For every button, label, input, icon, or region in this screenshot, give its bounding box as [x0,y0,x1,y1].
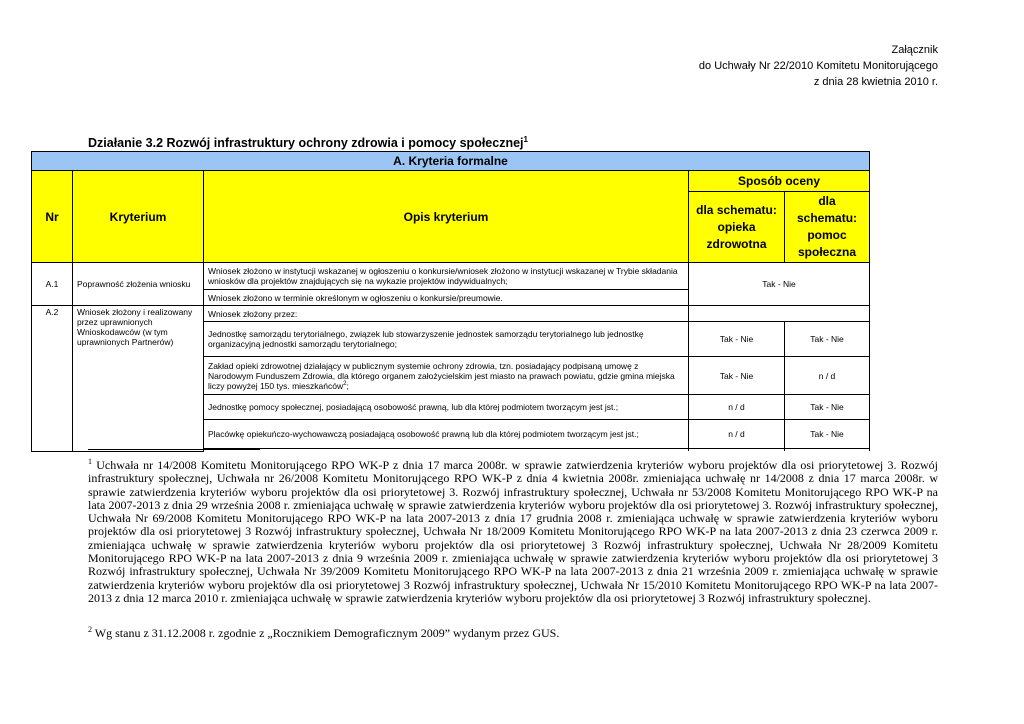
annex-header [699,42,938,90]
row-a1-opis-1: Wniosek złożono w instytucji wskazanej w ogłoszeniu o konkursie/wniosek złożono w instytucji wskazanej w Trybie składania wniosków dla projektów znajdujących się na wykazie projektów indywidualnych; [204,263,689,290]
criteria-table [31,151,870,452]
header-kryterium: Kryterium [73,171,204,263]
row-a1-kryterium: Poprawność złożenia wniosku [73,263,204,306]
table-row [32,263,870,290]
row-a2-kryterium: Wniosek złożony i realizowany przez uprawnionych Wnioskodawców (w tym uprawnionych Partnerów) [73,306,204,452]
annex-label: Załącznik [891,44,938,56]
footnote-ref-1[interactable]: 1 [523,135,528,144]
row-a1-opis-2: Wniosek złożono w terminie określonym w ogłoszeniu o konkursie/preumowie. [204,290,689,306]
section-title-text: Działanie 3.2 Rozwój infrastruktury ochrony zdrowia i pomocy społecznej [88,136,524,151]
section-title [88,135,528,150]
footnote-2 [88,623,938,640]
row-a2-opieka-4: n / d [689,420,785,449]
row-a2-nr: A.2 [32,306,73,452]
footnote-2-mark: 2 [88,625,92,634]
header-schemat-pomoc: dla schematu: pomoc społeczna [785,192,870,263]
row-a2-opis-2-text: Zakład opieki zdrowotnej działający w publicznym systemie ochrony zdrowia, tzn. posiadający podpisaną umowę z Narodowym Funduszem Zdrowia, dla którego organem założycielskim jest miasto na prawach powiatu, gdzie gmina miejska liczy powyżej 150 tys. mieszkańców [208,360,675,391]
header-nr: Nr [32,171,73,263]
row-a2-opis-2-tail: ; [346,380,349,391]
footnote-separator [88,449,260,450]
footnote-2-text: Wg stanu z 31.12.2008 r. zgodnie z „Rocznikiem Demograficznym 2009” wydanym przez GUS. [94,626,560,640]
row-a2-opis-3: Jednostkę pomocy społecznej, posiadającą osobowość prawną, lub dla której podmiotem tworzącym jest jst.; [204,395,689,420]
row-a1-ocena: Tak - Nie [689,263,870,306]
header-schemat-opieka: dla schematu: opieka zdrowotna [689,192,785,263]
table-banner: A. Kryteria formalne [32,152,870,171]
header-opis: Opis kryterium [204,171,689,263]
footnote-1-mark: 1 [88,457,92,466]
row-a2-opieka-2: Tak - Nie [689,357,785,395]
footnote-ref-2[interactable]: 2 [343,380,347,387]
row-a2-pomoc-1: Tak - Nie [785,322,870,357]
row-a2-pomoc-4: Tak - Nie [785,420,870,449]
footnote-1 [88,455,938,605]
row-a2-pomoc-3: Tak - Nie [785,395,870,420]
row-a1-nr: A.1 [32,263,73,306]
row-a2-opieka-1: Tak - Nie [689,322,785,357]
row-a2-opis-1: Jednostkę samorządu terytorialnego, związek lub stowarzyszenie jednostek samorządu terytorialnego lub jednostkę organizacyjną jednostki samorządu terytorialnego; [204,322,689,357]
annex-date: z dnia 28 kwietnia 2010 r. [813,76,938,88]
row-a2-intro: Wniosek złożony przez: [204,306,689,322]
footnote-1-text: Uchwała nr 14/2008 Komitetu Monitorującego RPO WK-P z dnia 17 marca 2008r. w sprawie zatwierdzenia kryteriów wyboru projektów dla osi priorytetowej 3. Rozwój infrastruktury społecznej, Uchwała nr 26/2008 Komitetu Monitorującego RPO WK-P z dnia 4 kwietnia 2008r. zmieniająca uchwałę nr 14/2008 z dnia 17 marca 2008r. w sprawie zatwierdzenia kryteriów wyboru projektów dla osi priorytetowej 3. Rozwój infrastruktury społecznej, Uchwała nr 53/2008 Komitetu Monitorującego RPO WK-P na lata 2007-2013 z dnia 29 września 2008 r. zmieniająca uchwałę w sprawie zatwierdzenia kryteriów wyboru projektów dla osi priorytetowej 3. Rozwój infrastruktury społecznej, Uchwała Nr 69/2008 Komitetu Monitorującego RPO WK-P na lata 2007-2013 z dnia 17 grudnia 2008 r. zmieniająca uchwałę w sprawie zatwierdzenia kryteriów wyboru projektów dla osi priorytetowej 3 Rozwój infrastruktury społecznej, Uchwała Nr 18/2009 Komitetu Monitorującego RPO WK-P na lata 2007-2013 z dnia 23 czerwca 2009 r. zmieniająca uchwałę w sprawie zatwierdzenia kryteriów wyboru projektów dla osi priorytetowej 3 Rozwój infrastruktury społecznej, Uchwała Nr 28/2009 Komitetu Monitorującego RPO WK-P na lata 2007-2013 z dnia 9 września 2009 r. zmieniająca uchwałę w sprawie zatwierdzenia kryteriów wyboru projektów dla osi priorytetowej 3 Rozwój infrastruktury społecznej, Uchwała Nr 39/2009 Komitetu Monitorującego RPO WK-P na lata 2007-2013 z dnia 21 września 2009 r. zmieniająca uchwałę w sprawie zatwierdzenia kryteriów wyboru projektów dla osi priorytetowej 3 Rozwój infrastruktury społecznej, Uchwała Nr 15/2010 Komitetu Monitorującego RPO WK-P na lata 2007-2013 z dnia 12 marca 2010 r. zmieniająca uchwałę w sprawie zatwierdzenia kryteriów wyboru projektów dla osi priorytetowej 3 Rozwój infrastruktury społecznej. [88,458,939,605]
row-a2-opieka-3: n / d [689,395,785,420]
table-row [32,306,870,322]
row-a2-pomoc-2: n / d [785,357,870,395]
header-sposob-oceny: Sposób oceny [689,171,870,192]
row-a2-opis-2 [204,357,689,395]
row-a2-intro-blank [689,306,870,322]
row-a2-opis-4: Placówkę opiekuńczo-wychowawczą posiadającą osobowość prawną lub dla której podmiotem tworzącym jest jst.; [204,420,689,449]
annex-resolution: do Uchwały Nr 22/2010 Komitetu Monitorującego [698,60,938,72]
